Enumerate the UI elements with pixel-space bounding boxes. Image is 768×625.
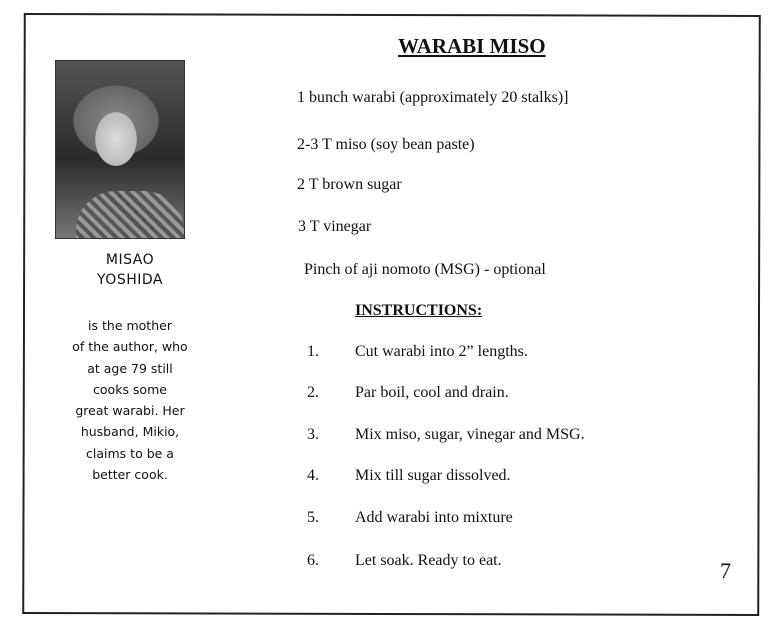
page-number: 7 [720, 558, 731, 583]
step-text: Add warabi into mixture [355, 509, 513, 526]
step-text: Mix miso, sugar, vinegar and MSG. [355, 426, 585, 443]
name-line: MISAO [105, 252, 155, 268]
bio-line: of the author, who [72, 339, 188, 355]
bio-line: claims to be a [86, 445, 174, 461]
bio-line: is the mother [88, 318, 172, 333]
profile-bio [40, 315, 220, 485]
step-text: Mix till sugar dissolved. [355, 467, 511, 484]
step-text: Let soak. Ready to eat. [355, 552, 502, 569]
step-number: 6. [307, 552, 319, 569]
recipe-title: WARABI MISO [398, 34, 546, 58]
step-number: 4. [307, 467, 319, 484]
ingredient: 2 T brown sugar [297, 176, 402, 193]
ingredient: 2-3 T miso (soy bean paste) [297, 136, 475, 153]
instructions-heading: INSTRUCTIONS: [355, 302, 483, 319]
step-number: 3. [307, 426, 319, 443]
ingredient: 1 bunch warabi (approximately 20 stalks)] [297, 89, 569, 106]
profile-name [40, 250, 220, 290]
step-text: Par boil, cool and drain. [355, 384, 509, 401]
step-text: Cut warabi into 2” lengths. [355, 343, 528, 360]
step-number: 1. [307, 343, 319, 360]
ingredient: 3 T vinegar [298, 218, 372, 235]
author-mother-photo [55, 60, 185, 239]
bio-line: great warabi. Her [75, 403, 185, 419]
step-number: 2. [307, 384, 319, 401]
bio-line: better cook. [92, 467, 168, 483]
name-line: YOSHIDA [97, 272, 163, 288]
bio-line: at age 79 still [87, 360, 173, 376]
bio-line: cooks some [93, 381, 167, 397]
step-number: 5. [307, 509, 319, 526]
ingredient: Pinch of aji nomoto (MSG) - optional [304, 261, 546, 278]
bio-line: husband, Mikio, [80, 424, 180, 440]
